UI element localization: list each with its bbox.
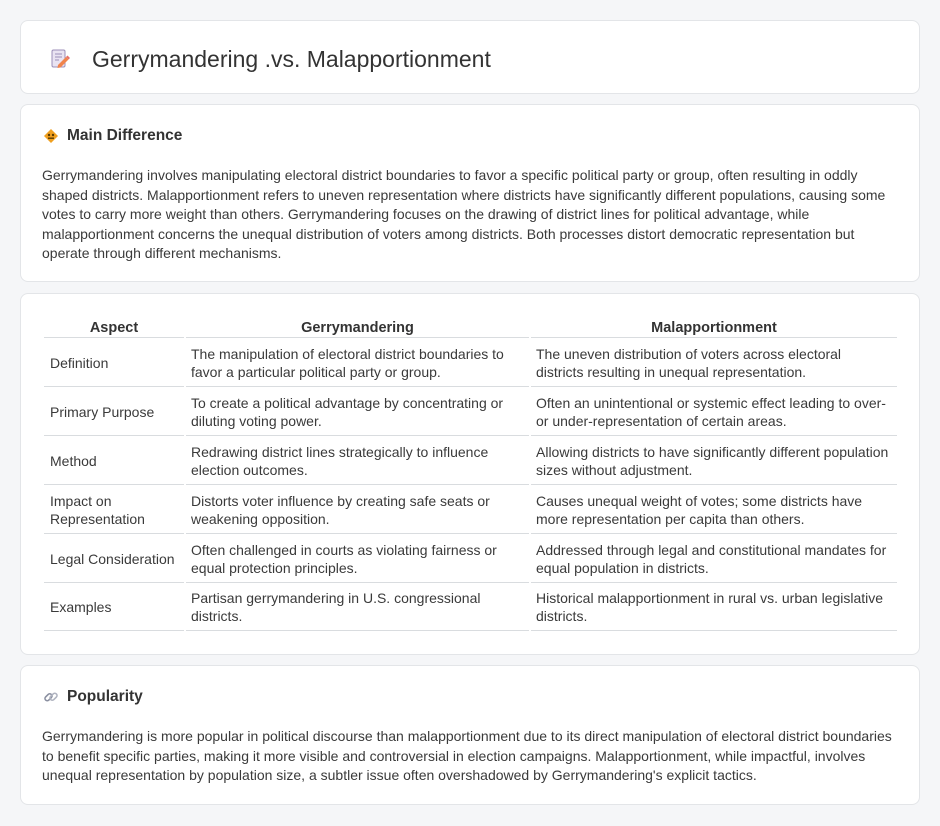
comparison-table bbox=[42, 317, 899, 631]
main-difference-text: Gerrymandering involves manipulating electoral district boundaries to favor a specific political party or group, often resulting in oddly shaped districts. Malapportionment refers to uneven representation where districts have significantly different populations, causing some votes to carry more weight than others. Gerrymandering focuses on the drawing of district lines for political advantage, while malapportionment concerns the unequal distribution of voters among districts. Both processes distort democratic representation but operate through different mechanisms. bbox=[42, 167, 886, 262]
diamond-road-sign-icon bbox=[43, 128, 59, 144]
table-cell: Method bbox=[44, 435, 184, 484]
section-title: Main Difference bbox=[67, 127, 183, 144]
table-cell: Allowing districts to have significantly different population sizes without adjustment. bbox=[531, 435, 897, 484]
table-cell: Legal Consideration bbox=[44, 533, 184, 582]
table-cell: The uneven distribution of voters across electoral districts resulting in unequal representation. bbox=[531, 337, 897, 386]
table-header-row bbox=[44, 317, 897, 337]
table-cell: Distorts voter influence by creating safe seats or weakening opposition. bbox=[186, 484, 529, 533]
popularity-text: Gerrymandering is more popular in political discourse than malapportionment due to its direct manipulation of electoral district boundaries to benefit specific parties, making it more visible and controversial in election campaigns. Malapportionment, while impactful, involves unequal representation by population size, a subtler issue often overshadowed by Gerrymandering's explicit tactics. bbox=[42, 728, 892, 784]
table-cell: Partisan gerrymandering in U.S. congressional districts. bbox=[186, 582, 529, 631]
table-row bbox=[44, 484, 897, 533]
table-cell: Often an unintentional or systemic effect leading to over- or under-representation of certain areas. bbox=[531, 386, 897, 435]
popularity-card bbox=[20, 665, 920, 805]
table-cell: Often challenged in courts as violating fairness or equal protection principles. bbox=[186, 533, 529, 582]
link-icon bbox=[43, 689, 59, 705]
table-cell: The manipulation of electoral district boundaries to favor a particular political party or group. bbox=[186, 337, 529, 386]
table-row bbox=[44, 533, 897, 582]
column-header: Malapportionment bbox=[651, 320, 777, 336]
header-card bbox=[20, 20, 920, 94]
table-cell: Examples bbox=[44, 582, 184, 631]
table-cell: Addressed through legal and constitutional mandates for equal population in districts. bbox=[531, 533, 897, 582]
table-cell: Primary Purpose bbox=[44, 386, 184, 435]
table-cell: Causes unequal weight of votes; some districts have more representation per capita than others. bbox=[531, 484, 897, 533]
popularity-heading bbox=[43, 688, 143, 706]
main-difference-card bbox=[20, 104, 920, 282]
table-cell: Impact on Representation bbox=[44, 484, 184, 533]
column-header: Gerrymandering bbox=[301, 320, 414, 336]
column-header: Aspect bbox=[89, 320, 139, 336]
table-row bbox=[44, 435, 897, 484]
document-pencil-icon bbox=[49, 48, 71, 70]
main-difference-heading bbox=[43, 127, 182, 145]
table-cell: Redrawing district lines strategically to influence election outcomes. bbox=[186, 435, 529, 484]
table-row bbox=[44, 337, 897, 386]
page-title: Gerrymandering .vs. Malapportionment bbox=[92, 46, 491, 72]
table-cell: To create a political advantage by concentrating or diluting voting power. bbox=[186, 386, 529, 435]
table-cell: Historical malapportionment in rural vs. urban legislative districts. bbox=[531, 582, 897, 631]
table-cell: Definition bbox=[44, 337, 184, 386]
comparison-card bbox=[20, 293, 920, 655]
table-row bbox=[44, 582, 897, 631]
table-row bbox=[44, 386, 897, 435]
section-title: Popularity bbox=[67, 688, 143, 705]
